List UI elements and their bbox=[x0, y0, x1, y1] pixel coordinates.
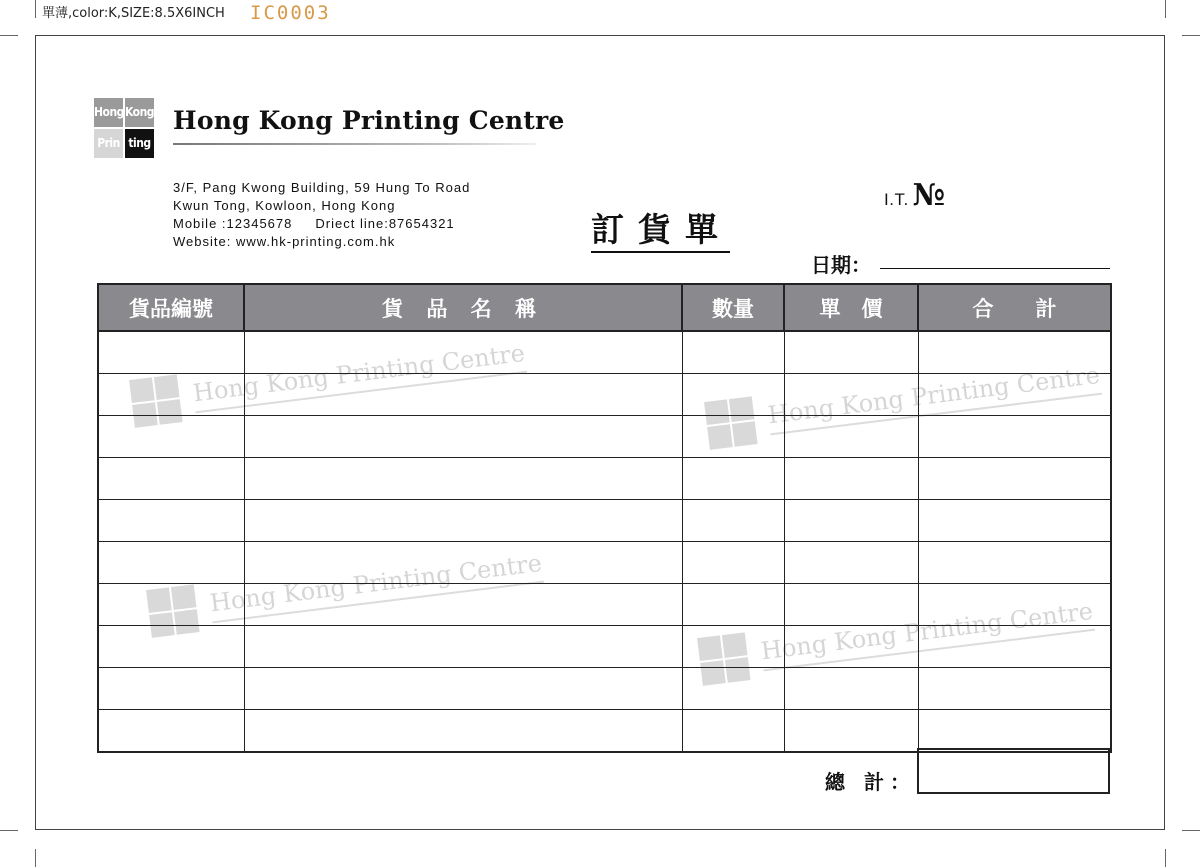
item-code-cell[interactable] bbox=[98, 668, 244, 710]
subtotal-cell[interactable] bbox=[918, 626, 1111, 668]
item-name-cell[interactable] bbox=[244, 584, 682, 626]
item-code-cell[interactable] bbox=[98, 374, 244, 416]
header-quantity: 數量 bbox=[682, 284, 784, 331]
quantity-cell[interactable] bbox=[682, 500, 784, 542]
table-row bbox=[98, 500, 1111, 542]
unit-price-cell[interactable] bbox=[784, 374, 918, 416]
subtotal-cell[interactable] bbox=[918, 668, 1111, 710]
item-code-cell[interactable] bbox=[98, 416, 244, 458]
form-title-underline bbox=[591, 251, 730, 253]
company-divider bbox=[173, 143, 536, 145]
address-line: Kwun Tong, Kowloon, Hong Kong bbox=[173, 198, 396, 213]
address-line: 3/F, Pang Kwong Building, 59 Hung To Road bbox=[173, 180, 471, 195]
watermark-text: Hong Kong Printing Centre bbox=[208, 549, 544, 623]
header-item-name: 貨 品 名 稱 bbox=[244, 284, 682, 331]
spec-label: 單薄,color:K,SIZE:8.5X6INCH bbox=[42, 6, 225, 21]
item-code-cell[interactable] bbox=[98, 626, 244, 668]
subtotal-cell[interactable] bbox=[918, 331, 1111, 374]
table-row bbox=[98, 331, 1111, 374]
subtotal-cell[interactable] bbox=[918, 458, 1111, 500]
logo-cell: Hong bbox=[94, 98, 123, 127]
item-name-cell[interactable] bbox=[244, 542, 682, 584]
item-code-cell[interactable] bbox=[98, 500, 244, 542]
crop-mark bbox=[35, 0, 36, 18]
unit-price-cell[interactable] bbox=[784, 458, 918, 500]
subtotal-cell[interactable] bbox=[918, 416, 1111, 458]
table-row bbox=[98, 542, 1111, 584]
quantity-cell[interactable] bbox=[682, 416, 784, 458]
unit-price-cell[interactable] bbox=[784, 500, 918, 542]
items-table bbox=[97, 283, 1112, 753]
item-name-cell[interactable] bbox=[244, 710, 682, 753]
subtotal-cell[interactable] bbox=[918, 584, 1111, 626]
website-line: Website: www.hk-printing.com.hk bbox=[173, 234, 396, 249]
unit-price-cell[interactable] bbox=[784, 584, 918, 626]
watermark-text: Hong Kong Printing Centre bbox=[191, 339, 527, 413]
crop-mark bbox=[1165, 0, 1166, 18]
crop-mark bbox=[35, 849, 36, 867]
header-item-code: 貨品編號 bbox=[98, 284, 244, 331]
subtotal-cell[interactable] bbox=[918, 374, 1111, 416]
logo-cell: Prin bbox=[94, 129, 123, 158]
watermark-text: Hong Kong Printing Centre bbox=[759, 597, 1095, 671]
quantity-cell[interactable] bbox=[682, 626, 784, 668]
unit-price-cell[interactable] bbox=[784, 416, 918, 458]
crop-mark bbox=[0, 35, 18, 36]
item-code-cell[interactable] bbox=[98, 710, 244, 753]
form-title: 訂貨單 bbox=[591, 210, 732, 249]
quantity-cell[interactable] bbox=[682, 374, 784, 416]
quantity-cell[interactable] bbox=[682, 668, 784, 710]
total-field[interactable] bbox=[917, 748, 1110, 794]
unit-price-cell[interactable] bbox=[784, 331, 918, 374]
it-label: I.T. bbox=[884, 190, 909, 209]
table-row bbox=[98, 710, 1111, 753]
crop-mark bbox=[1182, 830, 1200, 831]
item-name-cell[interactable] bbox=[244, 626, 682, 668]
quantity-cell[interactable] bbox=[682, 331, 784, 374]
crop-mark bbox=[1182, 35, 1200, 36]
table-row bbox=[98, 416, 1111, 458]
date-label: 日期： bbox=[811, 253, 871, 277]
item-name-cell[interactable] bbox=[244, 374, 682, 416]
unit-price-cell[interactable] bbox=[784, 626, 918, 668]
table-row bbox=[98, 374, 1111, 416]
item-name-cell[interactable] bbox=[244, 500, 682, 542]
item-name-cell[interactable] bbox=[244, 331, 682, 374]
table-row bbox=[98, 584, 1111, 626]
item-name-cell[interactable] bbox=[244, 668, 682, 710]
unit-price-cell[interactable] bbox=[784, 668, 918, 710]
table-row bbox=[98, 458, 1111, 500]
item-code-cell[interactable] bbox=[98, 584, 244, 626]
header-unit-price: 單 價 bbox=[784, 284, 918, 331]
product-code: IC0003 bbox=[250, 2, 331, 24]
crop-mark bbox=[1165, 849, 1166, 867]
item-name-cell[interactable] bbox=[244, 458, 682, 500]
item-name-cell[interactable] bbox=[244, 416, 682, 458]
contact-line: Mobile :12345678 Driect line:87654321 bbox=[173, 216, 455, 231]
unit-price-cell[interactable] bbox=[784, 710, 918, 753]
subtotal-cell[interactable] bbox=[918, 542, 1111, 584]
table-row bbox=[98, 668, 1111, 710]
item-code-cell[interactable] bbox=[98, 331, 244, 374]
subtotal-cell[interactable] bbox=[918, 500, 1111, 542]
number-symbol: № bbox=[912, 178, 946, 213]
item-code-cell[interactable] bbox=[98, 458, 244, 500]
logo-cell: Kong bbox=[125, 98, 154, 127]
table-row bbox=[98, 626, 1111, 668]
company-logo bbox=[94, 98, 154, 158]
quantity-cell[interactable] bbox=[682, 542, 784, 584]
quantity-cell[interactable] bbox=[682, 458, 784, 500]
logo-cell: ting bbox=[125, 129, 154, 158]
company-address bbox=[173, 179, 470, 251]
quantity-cell[interactable] bbox=[682, 710, 784, 753]
subtotal-cell[interactable] bbox=[918, 710, 1111, 753]
table-header-row bbox=[98, 284, 1111, 331]
item-code-cell[interactable] bbox=[98, 542, 244, 584]
date-field[interactable] bbox=[880, 268, 1110, 269]
crop-mark bbox=[0, 830, 18, 831]
total-label: 總 計： bbox=[825, 770, 916, 794]
quantity-cell[interactable] bbox=[682, 584, 784, 626]
unit-price-cell[interactable] bbox=[784, 542, 918, 584]
company-name: Hong Kong Printing Centre bbox=[173, 106, 565, 135]
invoice-number bbox=[884, 178, 945, 213]
watermark-text: Hong Kong Printing Centre bbox=[766, 361, 1102, 435]
header-subtotal: 合 計 bbox=[918, 284, 1111, 331]
